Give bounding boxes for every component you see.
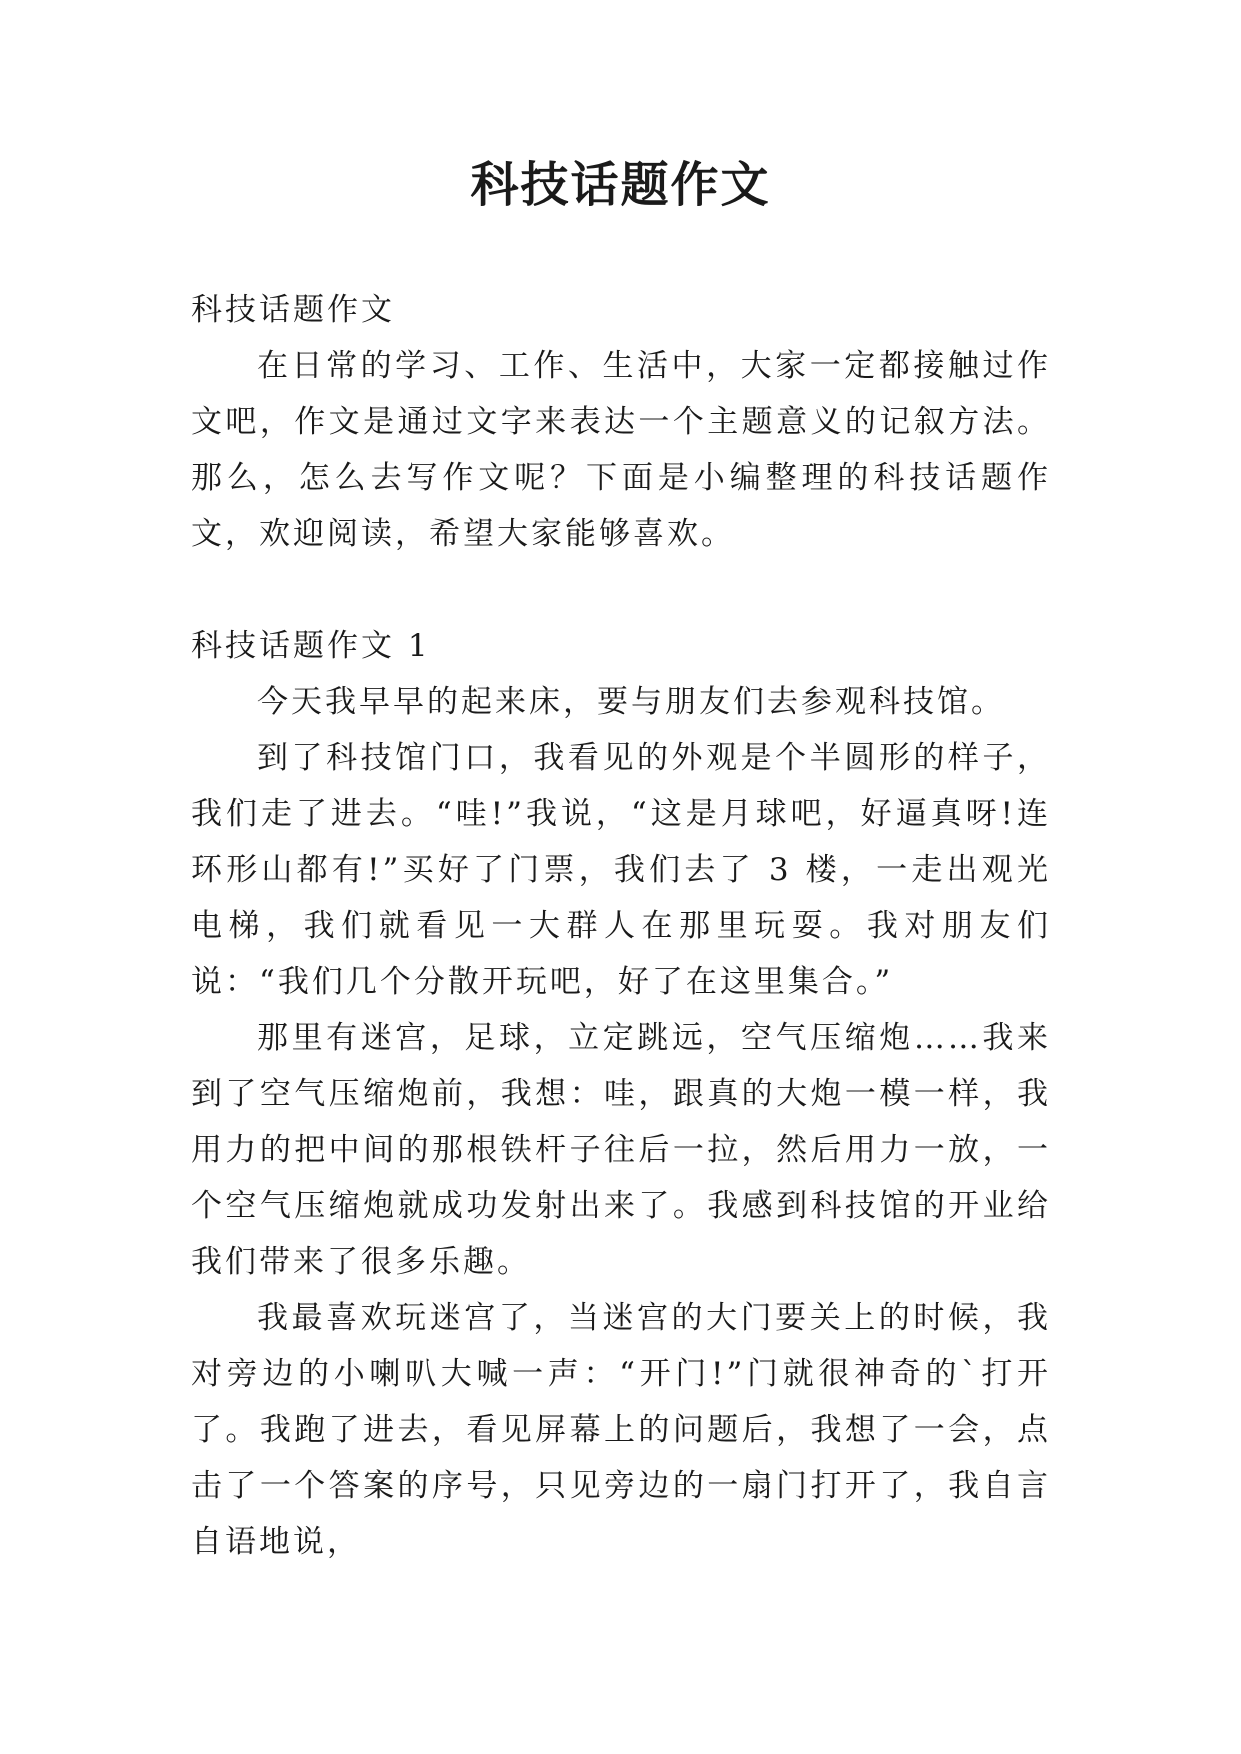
intro-heading: 科技话题作文: [191, 292, 395, 328]
section1-paragraph: 我最喜欢玩迷宫了，当迷宫的大门要关上的时候，我对旁边的小喇叭大喊一声：“开门!”门就很神奇的`打开了。我跑了进去，看见屏幕上的问题后，我想了一会，点击了一个答案的序号，只见旁边的一扇门打开了，我自言自语地说，: [191, 1300, 1051, 1560]
section1-paragraph: 到了科技馆门口，我看见的外观是个半圆形的样子，我们走了进去。“哇!”我说，“这是月球吧，好逼真呀!连环形山都有!”买好了门票，我们去了 3 楼，一走出观光电梯，我们就看见一大群人在那里玩耍。我对朋友们说：“我们几个分散开玩吧，好了在这里集合。”: [191, 740, 1051, 1000]
document-body: [191, 282, 1051, 1570]
section-spacer: [191, 562, 1051, 618]
section1-heading: 科技话题作文 1: [191, 628, 431, 664]
document-title: 科技话题作文: [470, 157, 771, 213]
section1-paragraph: 今天我早早的起来床，要与朋友们去参观科技馆。: [257, 684, 1005, 720]
section1-paragraph: 那里有迷宫，足球，立定跳远，空气压缩炮……我来到了空气压缩炮前，我想：哇，跟真的大炮一模一样，我用力的把中间的那根铁杆子往后一拉，然后用力一放，一个空气压缩炮就成功发射出来了。我感到科技馆的开业给我们带来了很多乐趣。: [191, 1020, 1051, 1280]
intro-paragraph: 在日常的学习、工作、生活中，大家一定都接触过作文吧，作文是通过文字来表达一个主题意义的记叙方法。那么，怎么去写作文呢？下面是小编整理的科技话题作文，欢迎阅读，希望大家能够喜欢。: [191, 348, 1051, 552]
